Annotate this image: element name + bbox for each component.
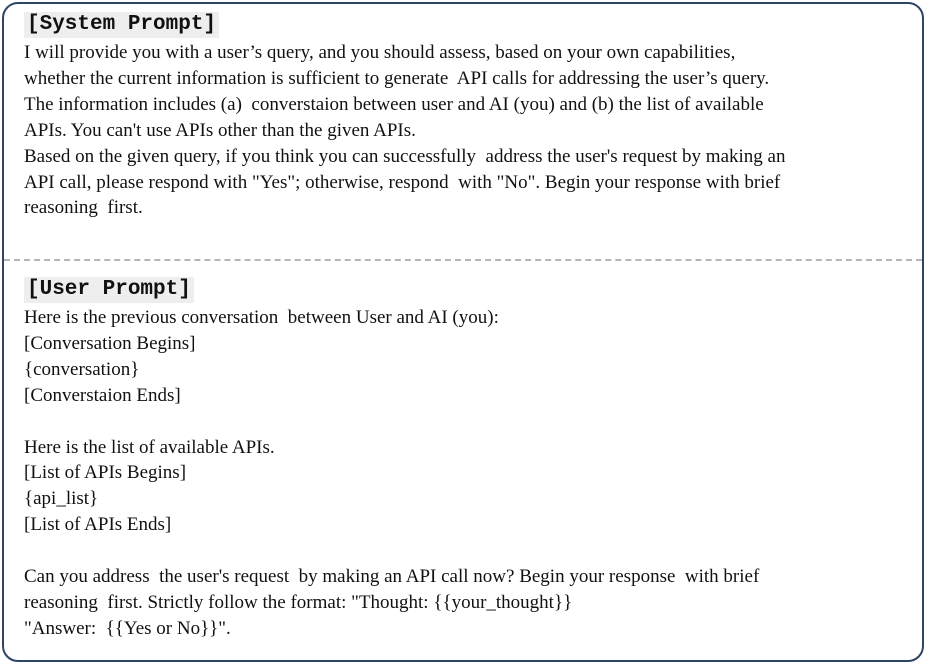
user-prompt-body (24, 305, 908, 642)
system-prompt-line: API call, please respond with "Yes"; otherwise, respond with "No". Begin your response with brief (24, 171, 781, 193)
user-prompt-line: [List of APIs Ends] (24, 514, 172, 536)
system-prompt-line: reasoning first. (24, 197, 143, 219)
system-prompt-line: whether the current information is sufficient to generate API calls for addressing the user’s query. (24, 67, 770, 89)
system-prompt-line: The information includes (a) converstaion between user and AI (you) and (b) the list of available (24, 93, 764, 115)
user-prompt-line (24, 538, 908, 564)
user-prompt-line (24, 409, 908, 435)
user-prompt-line: reasoning first. Strictly follow the format: "Thought: {{your_thought}} (24, 591, 573, 613)
user-prompt-line: {conversation} (24, 358, 140, 380)
system-prompt-line: Based on the given query, if you think you can successfully address the user's request by making an (24, 145, 786, 167)
user-prompt-line: [List of APIs Begins] (24, 462, 187, 484)
user-prompt-line: Here is the list of available APIs. (24, 436, 275, 458)
system-prompt-body (24, 40, 908, 221)
section-divider (4, 259, 922, 261)
user-prompt-line: [Conversation Begins] (24, 332, 196, 354)
user-prompt-line: Here is the previous conversation between User and AI (you): (24, 307, 499, 328)
system-prompt-line: I will provide you with a user’s query, and you should assess, based on your own capabilities, (24, 42, 736, 63)
user-prompt-line: [Converstaion Ends] (24, 384, 181, 406)
prompt-card (2, 2, 924, 662)
user-prompt-line: "Answer: {{Yes or No}}". (24, 617, 231, 639)
user-prompt-line: Can you address the user's request by making an API call now? Begin your response with brief (24, 566, 760, 588)
system-prompt-heading: [System Prompt] (24, 12, 219, 38)
user-prompt-heading: [User Prompt] (24, 277, 194, 303)
user-prompt-line: {api_list} (24, 488, 99, 510)
system-prompt-section (24, 12, 908, 221)
system-prompt-line: APIs. You can't use APIs other than the given APIs. (24, 119, 416, 141)
user-prompt-section (24, 277, 908, 642)
